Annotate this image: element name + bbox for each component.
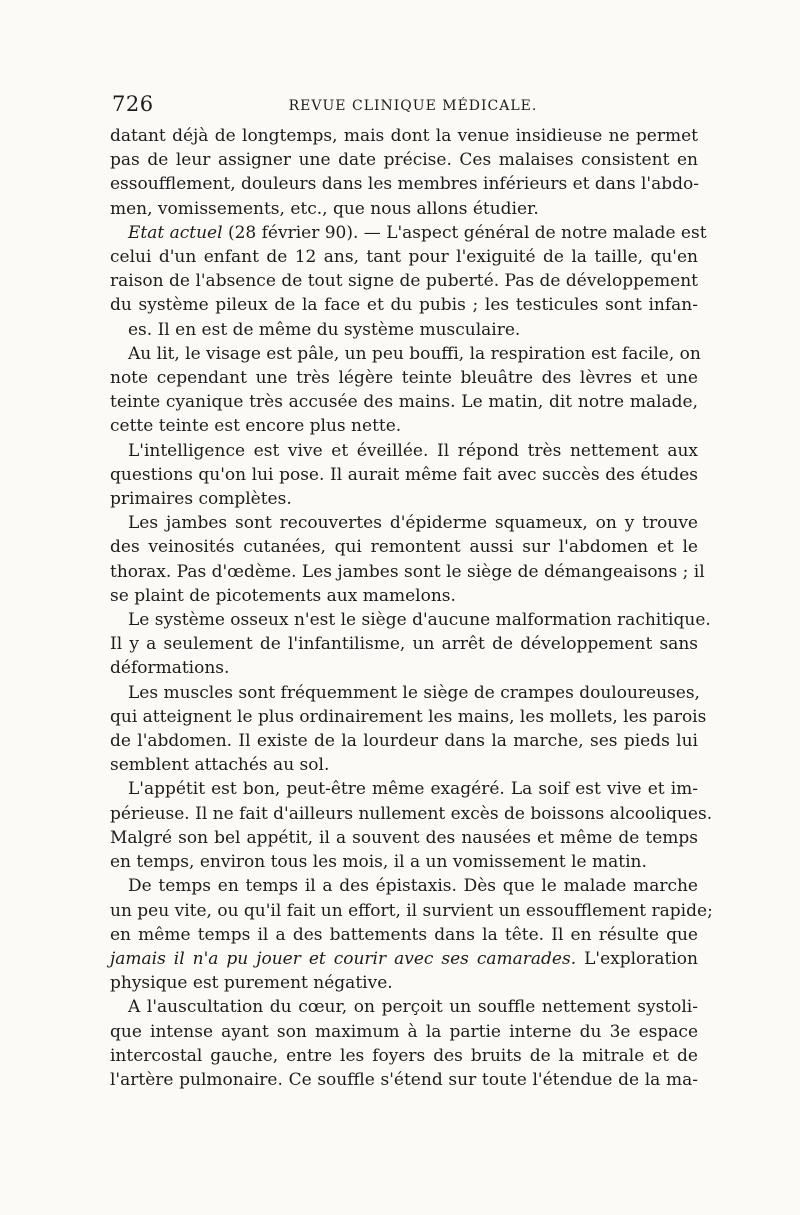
running-title: REVUE CLINIQUE MÉDICALE. [288,98,538,114]
text-line: primaires complètes. [110,489,292,510]
text-line: questions qu'on lui pose. Il aurait même fait avec succès des études [110,464,698,485]
text-line: cette teinte est encore plus nette. [110,416,402,437]
text-line [110,221,707,245]
text-line [110,947,698,971]
text-line: Il y a seulement de l'infantilisme, un arrêt de développement sans [110,634,698,655]
text-line: semblent attachés au sol. [110,755,330,776]
text-line: thorax. Pas d'œdème. Les jambes sont le siège de démangeaisons ; il [110,561,705,582]
text-line: raison de l'absence de tout signe de puberté. Pas de développement [110,271,698,292]
text-segment: L'exploration [576,948,698,969]
text-line: qui atteignent le plus ordinairement les mains, les mollets, les parois [110,706,707,727]
page-header [110,92,698,122]
italic-text: Etat actuel [128,222,223,243]
text-segment: en même temps il a des battements dans la tête. Il en résulte que [110,924,698,945]
text-line: datant déjà de longtemps, mais dont la venue insidieuse ne permet [110,126,698,146]
text-line: l'artère pulmonaire. Ce souffle s'étend sur toute l'étendue de la ma- [110,1069,698,1090]
page [110,92,713,1092]
text-line: A l'auscultation du cœur, on perçoit un souffle nettement systoli- [128,997,698,1018]
text-line: se plaint de picotements aux mamelons. [110,585,456,606]
text-line [110,923,698,947]
text-line: essoufflement, douleurs dans les membres inférieurs et dans l'abdo- [110,174,699,195]
text-line: périeuse. Il ne fait d'ailleurs nullement excès de boissons alcooliques. [110,803,713,824]
text-line: Malgré son bel appétit, il a souvent des nausées et même de temps [110,827,698,848]
text-line: Les muscles sont fréquemment le siège de crampes douloureuses, [128,682,700,703]
text-line: pas de leur assigner une date précise. Ces malaises consistent en [110,150,698,171]
text-line: note cependant une très légère teinte bleuâtre des lèvres et une [110,368,698,389]
text-line: en temps, environ tous les mois, il a un vomissement le matin. [110,852,647,873]
text-line: De temps en temps il a des épistaxis. Dès que le malade marche [128,876,698,897]
text-line: Au lit, le visage est pâle, un peu bouffi, la respiration est facile, on [128,343,701,364]
text-line: un peu vite, ou qu'il fait un effort, il survient un essoufflement rapide; [110,900,713,921]
text-segment: (28 février 90). — L'aspect général de notre malade est [222,222,707,243]
text-line: de l'abdomen. Il existe de la lourdeur dans la marche, ses pieds lui [110,731,698,752]
text-line: celui d'un enfant de 12 ans, tant pour l'exiguité de la taille, qu'en [110,247,698,268]
text-line: des veinosités cutanées, qui remontent aussi sur l'abdomen et le [110,537,698,558]
text-line: déformations. [110,658,230,679]
text-line: men, vomissements, etc., que nous allons étudier. [110,198,539,219]
body-text [110,124,713,1092]
text-line: intercostal gauche, entre les foyers des bruits de la mitrale et de [110,1045,698,1066]
text-line: physique est purement négative. [110,973,393,994]
text-line: es. Il en est de même du système musculaire. [128,319,521,340]
text-line: Les jambes sont recouvertes d'épiderme squameux, on y trouve [128,513,698,534]
text-line: L'intelligence est vive et éveillée. Il répond très nettement aux [128,440,698,461]
text-line: L'appétit est bon, peut-être même exagéré. La soif est vive et im- [128,779,698,800]
text-line: Le système osseux n'est le siège d'aucune malformation rachitique. [128,610,711,631]
text-line: du système pileux de la face et du pubis ; les testicules sont infan- [110,295,698,316]
text-line: teinte cyanique très accusée des mains. Le matin, dit notre malade, [110,392,698,413]
page-number: 726 [112,92,154,116]
italic-text: jamais il n'a pu jouer et courir avec ses camarades. [110,948,577,969]
text-line: que intense ayant son maximum à la partie interne du 3e espace [110,1021,698,1042]
